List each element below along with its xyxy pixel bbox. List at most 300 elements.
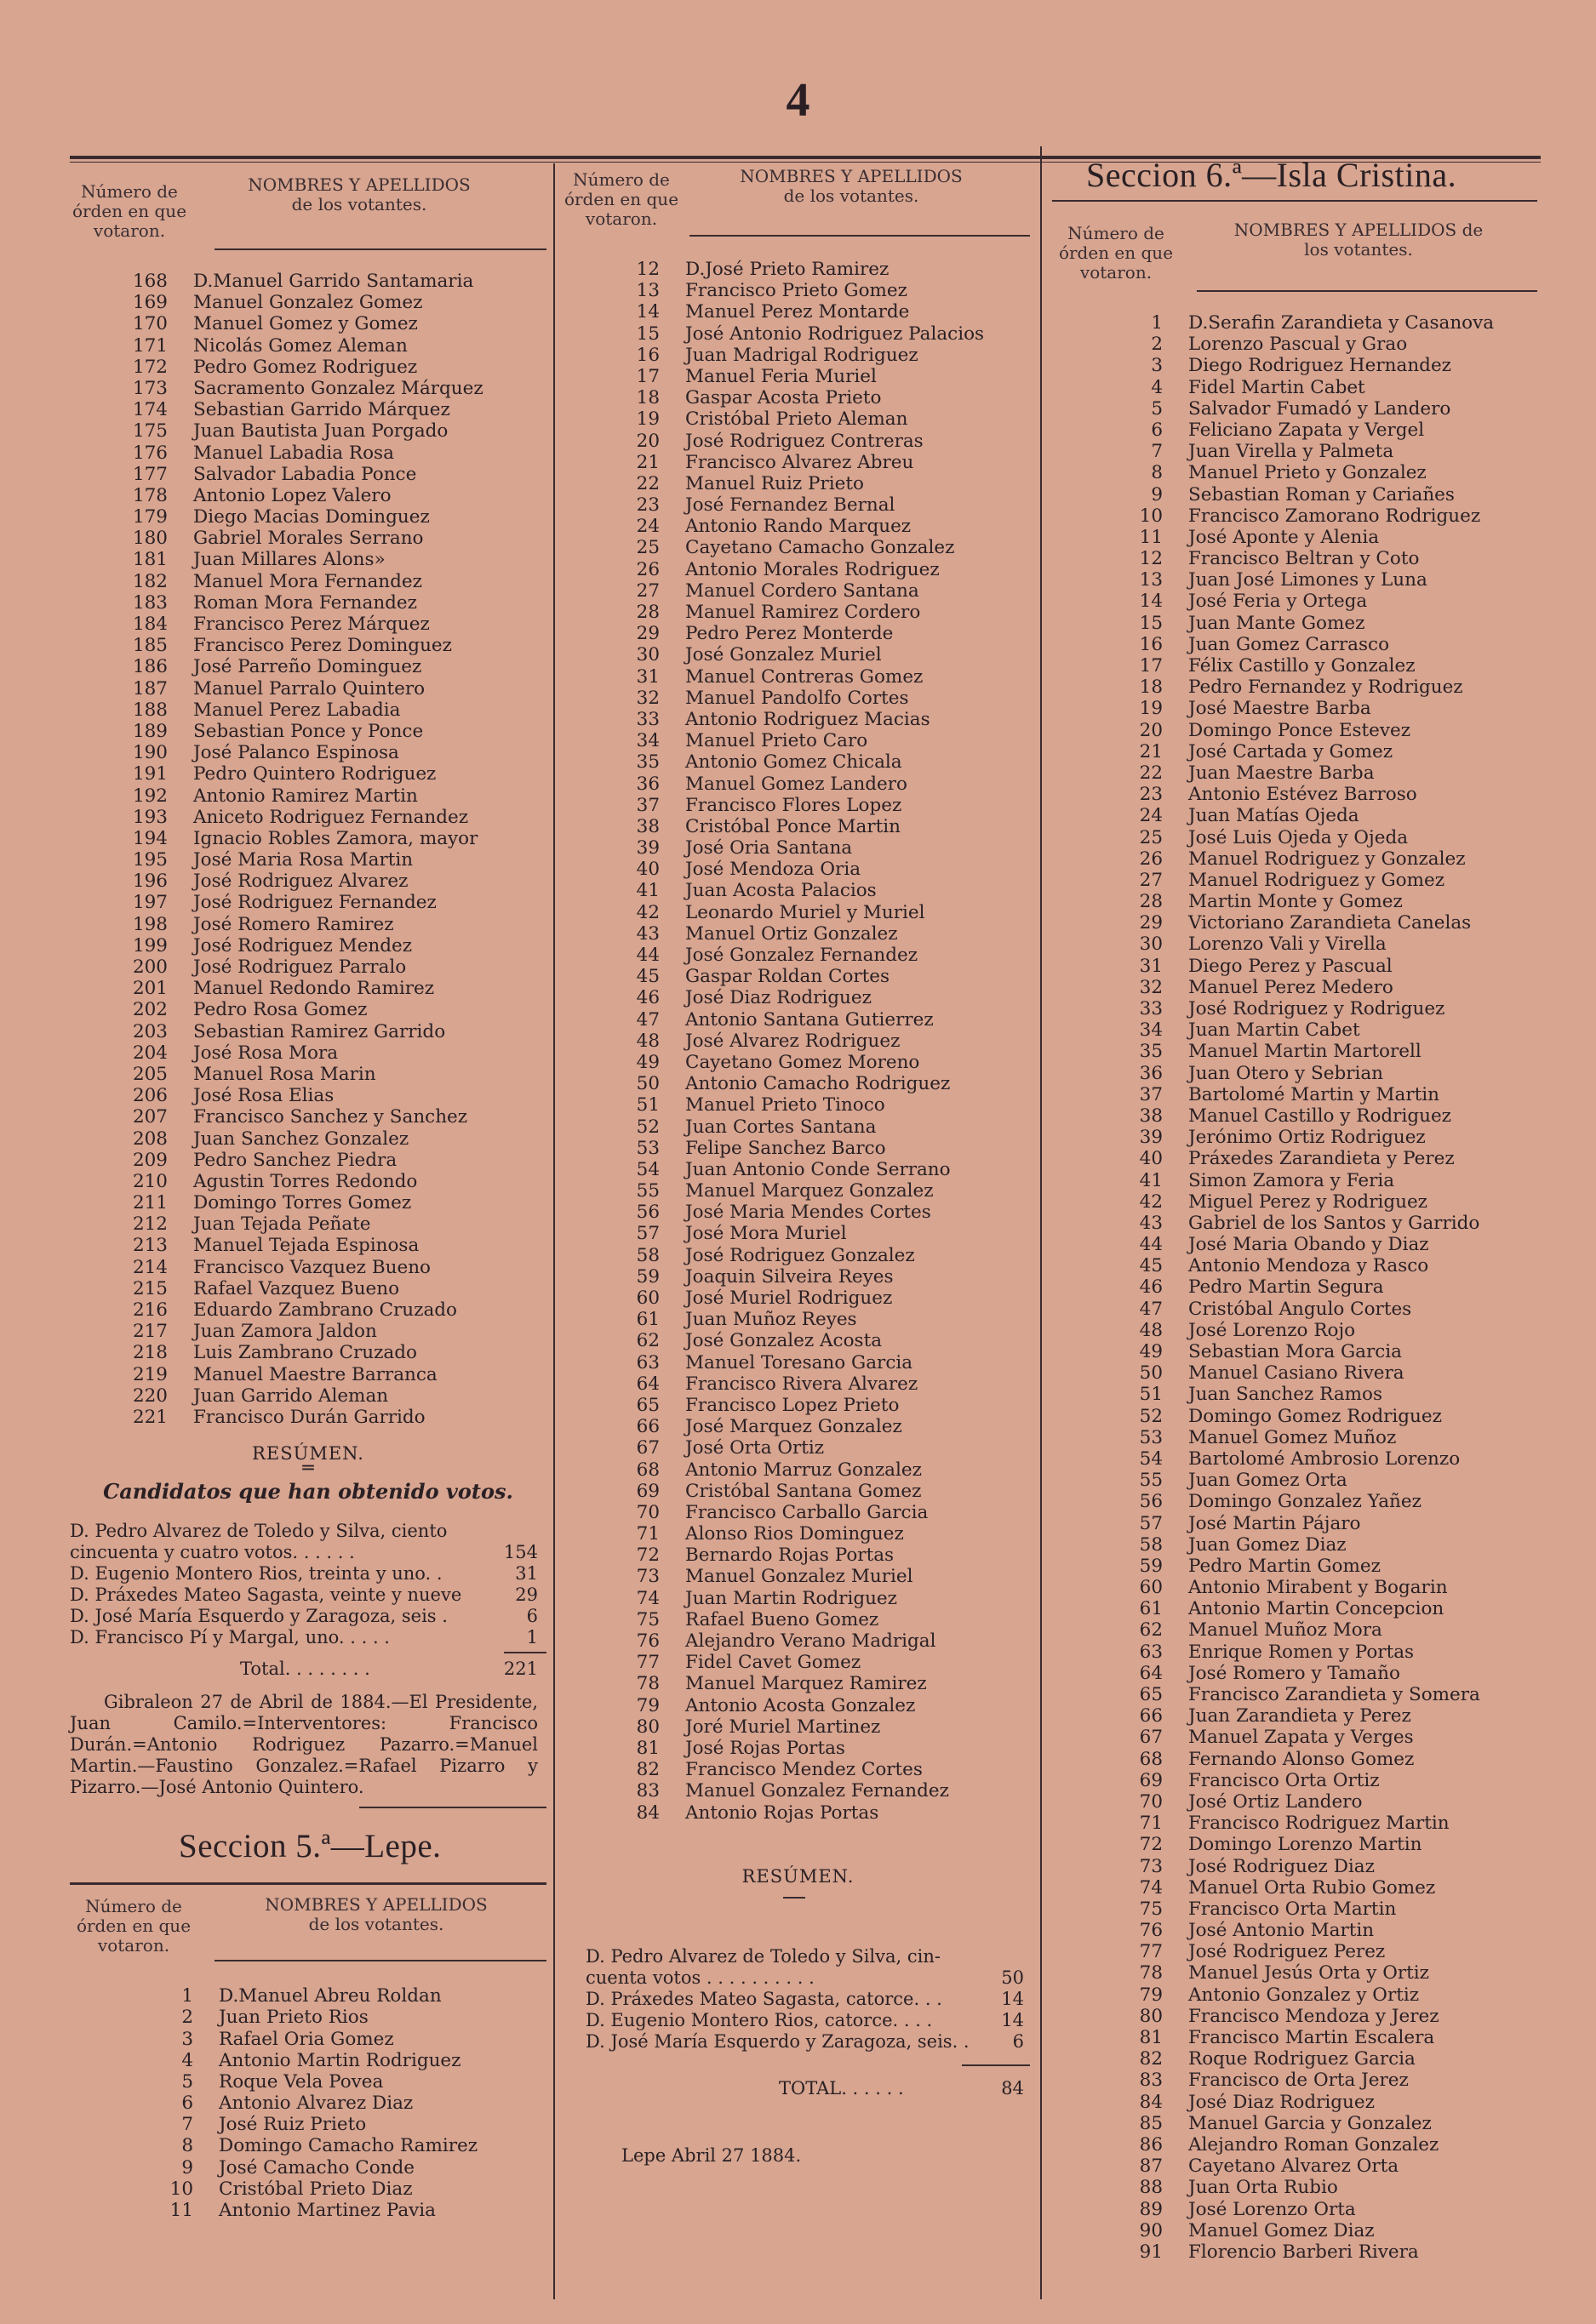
voter-number: 40	[636, 859, 660, 881]
list-item	[562, 473, 1034, 494]
voter-number: 206	[132, 1085, 168, 1107]
total-label: Total. . . . . . . .	[240, 1659, 370, 1680]
voter-name: Juan Madrigal Rodriguez	[685, 344, 918, 366]
voter-name: D.Serafin Zarandieta y Casanova	[1188, 312, 1495, 334]
voter-number: 170	[132, 313, 168, 335]
voter-number: 82	[636, 1759, 660, 1781]
voter-name: Agustin Torres Redondo	[193, 1170, 418, 1192]
voter-number: 9	[181, 2156, 193, 2178]
list-item	[562, 1094, 1034, 1116]
list-item	[562, 1052, 1034, 1073]
voter-name: Gabriel Morales Serrano	[193, 528, 424, 550]
voter-number: 207	[132, 1106, 168, 1128]
list-item	[1052, 1276, 1546, 1298]
voter-number: 194	[132, 827, 168, 849]
voter-name: José Cartada y Gomez	[1188, 740, 1393, 762]
voter-number: 17	[636, 365, 660, 387]
list-item	[1052, 1448, 1546, 1470]
list-item	[562, 345, 1034, 366]
list-item	[562, 1523, 1034, 1545]
voter-number: 43	[1139, 1212, 1163, 1234]
column-divider-1	[553, 163, 555, 2299]
list-item	[562, 301, 1034, 323]
voter-number: 185	[132, 635, 168, 657]
header-number-label: Número de órden en que votaron.	[563, 169, 679, 229]
voter-name: Manuel Prieto y Gonzalez	[1188, 462, 1427, 484]
list-item	[1052, 805, 1546, 826]
voter-number: 29	[636, 623, 660, 645]
list-item	[1052, 1899, 1546, 1920]
result-line	[70, 1542, 538, 1563]
voter-number: 86	[1139, 2133, 1163, 2156]
voter-number: 204	[132, 1042, 168, 1064]
voter-name: José Rodriguez Alvarez	[193, 871, 409, 893]
voter-name: Florencio Barberi Rivera	[1188, 2241, 1419, 2263]
voter-name: Victoriano Zarandieta Canelas	[1188, 912, 1472, 934]
voter-name: Manuel Gomez Diaz	[1188, 2219, 1375, 2241]
voter-name: Fidel Cavet Gomez	[685, 1652, 861, 1674]
list-item	[562, 1673, 1034, 1694]
voter-number: 51	[636, 1094, 660, 1116]
list-item	[1052, 569, 1546, 591]
voter-name: Francisco Lopez Prieto	[685, 1394, 900, 1416]
total-line	[562, 2078, 1034, 2099]
voter-number: 216	[132, 1299, 168, 1321]
voter-name: Bartolomé Ambrosio Lorenzo	[1188, 1448, 1461, 1470]
voter-number: 38	[1139, 1105, 1163, 1127]
results-list	[562, 1946, 1034, 2053]
voter-name: Manuel Gonzalez Gomez	[193, 292, 423, 314]
voter-number: 34	[636, 730, 660, 752]
voter-number: 55	[636, 1180, 660, 1202]
voter-name: José Diaz Rodriguez	[685, 987, 872, 1009]
voter-number: 26	[1139, 848, 1163, 870]
list-item	[70, 914, 546, 935]
voter-number: 196	[132, 871, 168, 893]
voter-number: 63	[1139, 1641, 1163, 1663]
list-item	[1052, 1148, 1546, 1169]
voter-name: Antonio Santana Gutierrez	[685, 1008, 934, 1031]
list-item	[562, 837, 1034, 859]
voter-name: Juan Matías Ojeda	[1188, 805, 1359, 827]
list-item	[1052, 848, 1546, 870]
list-item	[562, 1309, 1034, 1330]
list-item	[70, 1128, 546, 1150]
voter-name: Domingo Gonzalez Yañez	[1188, 1491, 1422, 1513]
list-item	[562, 644, 1034, 665]
list-item	[70, 2178, 546, 2200]
voter-name: José Rosa Elias	[193, 1085, 335, 1107]
result-votes: 50	[1001, 1967, 1024, 1988]
list-item	[1052, 505, 1546, 527]
voter-name: Enrique Romen y Portas	[1188, 1641, 1415, 1663]
list-item	[1052, 2006, 1546, 2027]
summary-dash	[783, 1897, 805, 1899]
voter-number: 3	[181, 2028, 193, 2050]
list-item	[70, 785, 546, 807]
column-header	[562, 167, 1034, 252]
list-item	[70, 2093, 546, 2114]
voter-name: José Rodriguez Perez	[1188, 1941, 1386, 1963]
voter-name: Juan Maestre Barba	[1188, 762, 1375, 784]
voter-name: Juan Zarandieta y Perez	[1188, 1705, 1411, 1727]
list-item	[1052, 1577, 1546, 1598]
voter-number: 79	[636, 1694, 660, 1716]
list-item	[1052, 2070, 1546, 2091]
list-item	[1052, 2134, 1546, 2156]
list-item	[562, 688, 1034, 709]
voter-number: 1	[1151, 312, 1163, 334]
voter-number: 42	[1139, 1191, 1163, 1213]
voter-number: 57	[1139, 1512, 1163, 1534]
voter-number: 27	[636, 580, 660, 602]
voter-name: Diego Rodriguez Hernandez	[1188, 355, 1451, 377]
voter-number: 73	[636, 1566, 660, 1588]
voter-name: Pedro Perez Monterde	[685, 623, 894, 645]
voter-number: 26	[636, 558, 660, 580]
voter-name: José Lorenzo Orta	[1188, 2198, 1356, 2220]
list-item	[562, 516, 1034, 537]
result-line	[70, 1521, 538, 1542]
voter-number: 64	[636, 1373, 660, 1395]
voter-name: Francisco Rodriguez Martin	[1188, 1813, 1450, 1835]
voter-number: 11	[1139, 526, 1163, 548]
voter-number: 69	[1139, 1769, 1163, 1791]
result-votes: 29	[515, 1585, 538, 1606]
list-item	[1052, 1341, 1546, 1362]
voter-name: Francisco Zarandieta y Somera	[1188, 1684, 1480, 1705]
list-item	[562, 730, 1034, 751]
voter-name: Juan Zamora Jaldon	[193, 1321, 377, 1343]
voter-name: Antonio Martin Rodriguez	[219, 2049, 461, 2071]
list-item	[562, 1266, 1034, 1288]
voter-name: Domingo Gomez Rodriguez	[1188, 1405, 1442, 1427]
header-names-label: NOMBRES Y APELLIDOS de los votantes.	[248, 174, 471, 214]
voter-name: Manuel Toresano Garcia	[685, 1351, 913, 1373]
voter-name: Antonio Lopez Valero	[193, 484, 392, 506]
voter-number: 69	[636, 1480, 660, 1502]
result-text: D. Práxedes Mateo Sagasta, veinte y nueve	[70, 1585, 462, 1606]
result-votes: 1	[526, 1627, 538, 1648]
voter-number: 200	[132, 956, 168, 978]
voter-number: 48	[636, 1030, 660, 1052]
voter-number: 42	[636, 901, 660, 923]
voter-name: Pedro Fernandez y Rodriguez	[1188, 677, 1463, 699]
voter-name: Sebastian Ponce y Ponce	[193, 720, 424, 742]
voter-number: 201	[132, 978, 168, 1000]
list-item	[1052, 1320, 1546, 1341]
voter-number: 11	[169, 2200, 193, 2221]
list-item	[70, 871, 546, 892]
voter-name: Gaspar Acosta Prieto	[685, 387, 882, 409]
list-item	[70, 763, 546, 785]
list-item	[70, 1150, 546, 1171]
result-line	[70, 1585, 538, 1606]
list-item	[70, 399, 546, 420]
voter-name: José Rodriguez Diaz	[1188, 1855, 1375, 1877]
voter-name: Manuel Gomez Muñoz	[1188, 1426, 1397, 1448]
header-names-label: NOMBRES Y APELLIDOS de los votantes.	[740, 166, 963, 206]
voter-name: Juan José Limones y Luna	[1188, 569, 1427, 591]
voter-number: 78	[636, 1673, 660, 1695]
voter-number: 36	[1139, 1062, 1163, 1084]
result-line	[586, 1946, 1024, 1967]
list-item	[562, 1695, 1034, 1716]
section5-header-rule	[215, 1960, 546, 1961]
list-item	[1052, 377, 1546, 398]
voter-name: Juan Millares Alons»	[193, 549, 386, 571]
voter-number: 220	[132, 1385, 168, 1407]
voter-name: Jerónimo Ortiz Rodriguez	[1188, 1127, 1426, 1149]
list-item	[1052, 398, 1546, 420]
list-item	[1052, 2177, 1546, 2198]
voter-number: 15	[636, 323, 660, 345]
list-item	[1052, 2092, 1546, 2113]
voter-number: 13	[636, 280, 660, 302]
voter-name: Rafael Oria Gomez	[219, 2028, 394, 2050]
voter-name: Antonio Rojas Portas	[685, 1802, 879, 1824]
list-item	[562, 923, 1034, 945]
voter-number: 173	[132, 377, 168, 399]
voter-name: Manuel Castillo y Rodriguez	[1188, 1105, 1451, 1127]
voter-number: 174	[132, 399, 168, 421]
voter-name: Manuel Marquez Gonzalez	[685, 1180, 934, 1202]
list-item	[70, 1407, 546, 1428]
voter-name: Manuel Mora Fernandez	[193, 570, 422, 592]
column-header	[70, 167, 546, 252]
result-text: D. Francisco Pí y Margal, uno. . . . .	[70, 1627, 390, 1648]
voter-number: 32	[636, 687, 660, 709]
voter-name: José Maria Rosa Martin	[193, 849, 414, 871]
list-item	[1052, 1749, 1546, 1770]
voter-name: Manuel Garcia y Gonzalez	[1188, 2112, 1432, 2134]
voter-name: Manuel Parralo Quintero	[193, 677, 426, 699]
voter-number: 81	[1139, 2027, 1163, 2048]
list-item	[70, 678, 546, 699]
voter-name: Manuel Cordero Santana	[685, 580, 919, 602]
voter-name: Rafael Vazquez Bueno	[193, 1277, 400, 1299]
list-item	[1052, 1856, 1546, 1877]
voter-number: 73	[1139, 1855, 1163, 1877]
list-item	[562, 709, 1034, 730]
list-item	[562, 1802, 1034, 1824]
voter-name: José Aponte y Alenia	[1188, 526, 1380, 548]
voter-list	[562, 259, 1034, 1824]
voter-number: 10	[1139, 505, 1163, 527]
list-item	[562, 816, 1034, 837]
list-item	[70, 635, 546, 656]
voter-number: 84	[636, 1802, 660, 1824]
list-item	[70, 292, 546, 313]
voter-name: Antonio Mirabent y Bogarin	[1188, 1577, 1448, 1599]
voter-name: Manuel Rodriguez y Gonzalez	[1188, 848, 1466, 870]
voter-number: 63	[636, 1351, 660, 1373]
result-text: D. José María Esquerdo y Zaragoza, seis. .	[586, 2030, 970, 2052]
voter-name: Francisco Perez Márquez	[193, 614, 430, 635]
voter-name: Manuel Gonzalez Fernandez	[685, 1780, 949, 1802]
list-item	[562, 452, 1034, 473]
voter-name: Juan Virella y Palmeta	[1188, 441, 1394, 463]
list-item	[562, 1652, 1034, 1673]
voter-number: 66	[1139, 1705, 1163, 1727]
voter-number: 215	[132, 1277, 168, 1299]
list-item	[562, 1330, 1034, 1351]
result-votes	[504, 1521, 538, 1542]
voter-name: D.Manuel Abreu Roldan	[219, 1985, 442, 2007]
voter-name: Roman Mora Fernandez	[193, 591, 417, 614]
list-item	[70, 699, 546, 721]
voter-name: Francisco Perez Dominguez	[193, 635, 452, 657]
list-item	[70, 2114, 546, 2135]
voter-name: Salvador Fumadó y Landero	[1188, 397, 1451, 420]
voter-number: 80	[636, 1716, 660, 1738]
voter-name: Manuel Marquez Ramirez	[685, 1673, 927, 1695]
list-item	[1052, 1642, 1546, 1663]
voter-name: Eduardo Zambrano Cruzado	[193, 1299, 457, 1321]
voter-number: 183	[132, 591, 168, 614]
voter-number: 202	[132, 999, 168, 1021]
voter-number: 50	[1139, 1362, 1163, 1385]
voter-number: 211	[132, 1192, 168, 1214]
list-item	[1052, 2027, 1546, 2048]
voter-list	[70, 271, 546, 1428]
result-text: D. José María Esquerdo y Zaragoza, seis .	[70, 1606, 448, 1627]
list-item	[70, 1085, 546, 1106]
voter-number: 61	[1139, 1598, 1163, 1620]
list-item	[1052, 1191, 1546, 1213]
list-item	[70, 1364, 546, 1385]
voter-number: 52	[1139, 1405, 1163, 1427]
voter-number: 10	[169, 2178, 193, 2200]
list-item	[562, 431, 1034, 452]
result-line	[586, 1989, 1024, 2010]
voter-number: 172	[132, 356, 168, 378]
list-item	[70, 420, 546, 442]
list-item	[562, 494, 1034, 516]
total-value: 84	[1001, 2077, 1024, 2098]
voter-number: 67	[1139, 1727, 1163, 1749]
list-item	[1052, 2113, 1546, 2134]
voter-name: Francisco Carballo Garcia	[685, 1501, 929, 1523]
voter-number: 6	[1151, 419, 1163, 441]
voter-name: Pedro Martin Gomez	[1188, 1555, 1381, 1577]
voter-number: 14	[1139, 591, 1163, 613]
voter-number: 54	[1139, 1448, 1163, 1470]
list-item	[70, 528, 546, 549]
list-item	[1052, 1962, 1546, 1984]
voter-name: Lorenzo Vali y Virella	[1188, 934, 1387, 956]
voter-number: 88	[1139, 2177, 1163, 2199]
voter-number: 82	[1139, 2048, 1163, 2070]
voter-number: 77	[636, 1652, 660, 1674]
voter-name: Manuel Muñoz Mora	[1188, 1619, 1382, 1642]
list-item	[70, 485, 546, 506]
voter-name: Felipe Sanchez Barco	[685, 1137, 886, 1159]
voter-name: Manuel Perez Montarde	[685, 301, 910, 323]
list-item	[562, 1545, 1034, 1566]
voter-number: 208	[132, 1128, 168, 1150]
voter-number: 87	[1139, 2156, 1163, 2178]
voter-name: Juan Acosta Palacios	[685, 880, 877, 902]
voter-name: Juan Otero y Sebrian	[1188, 1062, 1384, 1084]
list-item	[70, 2029, 546, 2050]
voter-number: 44	[636, 945, 660, 966]
voter-name: Manuel Jesús Orta y Ortiz	[1188, 1962, 1429, 1984]
voter-name: José Rodriguez Fernandez	[193, 892, 437, 914]
voter-name: Juan Martin Rodriguez	[685, 1587, 897, 1609]
voter-number: 60	[636, 1288, 660, 1309]
voter-name: Manuel Maestre Barranca	[193, 1363, 438, 1385]
list-item	[562, 1009, 1034, 1031]
list-item	[1052, 2241, 1546, 2263]
voter-name: Francisco Orta Ortiz	[1188, 1769, 1380, 1791]
voter-number: 78	[1139, 1962, 1163, 1984]
voter-name: Juan Martin Cabet	[1188, 1019, 1360, 1042]
voter-name: Manuel Gomez Landero	[685, 773, 908, 795]
list-item	[1052, 891, 1546, 912]
list-item	[1052, 1384, 1546, 1405]
voter-number: 15	[1139, 612, 1163, 634]
voter-name: José Orta Ortiz	[685, 1437, 825, 1459]
list-item	[1052, 1705, 1546, 1727]
voter-number: 199	[132, 934, 168, 956]
list-item	[70, 2050, 546, 2071]
voter-number: 212	[132, 1213, 168, 1236]
voter-number: 75	[1139, 1898, 1163, 1920]
total-rule	[962, 2064, 1030, 2066]
list-item	[562, 1630, 1034, 1652]
voter-name: José Oria Santana	[685, 837, 853, 859]
voter-number: 55	[1139, 1470, 1163, 1492]
list-item	[70, 892, 546, 913]
voter-number: 52	[636, 1116, 660, 1138]
list-item	[1052, 441, 1546, 462]
list-item	[562, 259, 1034, 280]
list-item	[70, 1299, 546, 1321]
voter-number: 41	[636, 880, 660, 902]
list-item	[562, 580, 1034, 602]
voter-number: 19	[1139, 698, 1163, 720]
voter-number: 41	[1139, 1169, 1163, 1191]
voter-name: Manuel Redondo Ramirez	[193, 978, 435, 1000]
list-item	[1052, 784, 1546, 805]
list-item	[562, 987, 1034, 1008]
voter-number: 77	[1139, 1941, 1163, 1963]
header-rule	[1197, 290, 1537, 292]
voter-number: 70	[636, 1501, 660, 1523]
list-item	[70, 1042, 546, 1064]
list-item	[562, 1759, 1034, 1780]
voter-number: 64	[1139, 1662, 1163, 1684]
list-item	[562, 1352, 1034, 1373]
total-line	[70, 1659, 546, 1680]
voter-number: 221	[132, 1406, 168, 1428]
result-votes: 14	[1001, 2009, 1024, 2030]
list-item	[70, 935, 546, 956]
result-text: cuenta votos . . . . . . . . . .	[586, 1967, 815, 1988]
voter-number: 182	[132, 570, 168, 592]
list-item	[1052, 1770, 1546, 1791]
list-item	[70, 1106, 546, 1128]
list-item	[1052, 1684, 1546, 1705]
voter-number: 16	[636, 344, 660, 366]
voter-name: José Romero y Tamaño	[1188, 1662, 1400, 1684]
list-item	[1052, 1041, 1546, 1062]
voter-name: José Palanco Espinosa	[193, 742, 399, 764]
candidates-title: Candidatos que han obtenido votos.	[103, 1479, 513, 1505]
list-item	[1052, 1941, 1546, 1962]
voter-number: 62	[1139, 1619, 1163, 1642]
